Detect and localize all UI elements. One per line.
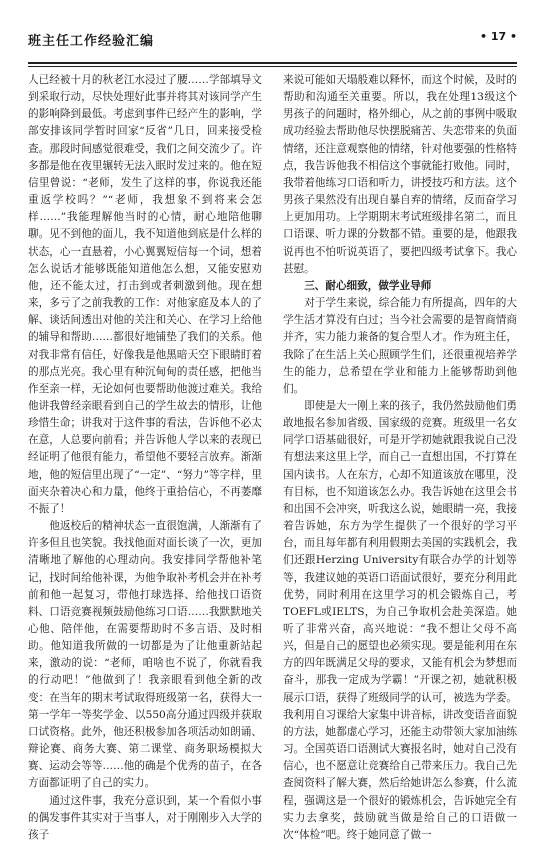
body-paragraph: 人已经被十月的秋老江水浸过了腰……学部填导文到采取行动，尽快处理好此事并将其对该同学产生的影响降到最低。考虑到事件已经产生的影响，学部安排该同学暂时回家“反省”几日，回来接受检查。那段时间感觉很难受，我们之间交流少了。许多都是他在夜里辗转无法入眠时发过来的。他在短信里曾说：“老师，发生了这样的事，你说我还能重返学校吗？”“老师，我想象不到将来会怎样……”我能理解他当时的心情，耐心地陪他聊聊。见不到他的面儿，我不知道他到底是什么样的状态，心一直悬着，小心翼翼短信每一个词，想着怎么说话才能够既能知道他怎么想，又能安慰劝他，还不能太过，打击到或者刺激到他。现在想来，多亏了之前我教的工作：对他家庭及本人的了解、谈话间透出对他的关注和关心、在学习上给他的辅导和帮助……都很好地铺垫了我们的关系。他对我非常有信任，好像我是他黑暗天空下眼睛盯着的那点光亮。我心里有种沉甸甸的责任感，把他当作至亲一样，无论如何也要帮助他渡过难关。我给他讲我曾经亲眼看到自己的学生故去的情形，让他珍惜生命；讲我对于这件事的看法，告诉他不必太在意，人总要向前看；并告诉他人学以来的表现已经证明了他很有能力，希望他不要轻言放弃。渐渐地，他的短信里出现了“一定”、“努力”等字样，里面夹杂着决心和力量，他终于重拾信心，不再萎靡不振了！ [28, 74, 262, 515]
left-column [28, 72, 262, 841]
journal-title: 班主任工作经验汇编 [28, 34, 155, 49]
page-number: • 17 • [479, 30, 517, 43]
page-header [28, 28, 517, 54]
header-rule-thick [28, 62, 517, 64]
body-paragraph: 即使是大一刚上来的孩子，我仍然鼓励他们勇敢地报名参加省级、国家级的竞赛。班级里一名女同学口语基础很好，可是开学初她就跟我说自己没有想法来这里上学，而自己一直想出国，不打算在国内读书。人在东方，心却不知道该放在哪里，没有目标，也不知道该怎么办。我告诉她在这里会书和出国不会冲突，听我这么说，她眼睛一亮，我接着告诉她，东方为学生提供了一个很好的学习平台，而且每年都有利用假期去美国的实践机会，我们还跟Herzing University有联合办学的计划等等，我建议她的英语口语面试很好，要充分利用此优势，同时利用在这里学习的机会锻炼自己，考TOEFL或IELTS，为自己争取机会赴美深造。她听了非常兴奋，高兴地说：“我不想让父母不高兴，但是自己的愿望也必须实现。要是能利用在东方的四年既满足父母的要求，又能有机会为梦想而奋斗，那我一定成为学霸！”开课之初，她就积极展示口语，获得了班级同学的认可，被选为学委。我利用自习课给大家集中讲音标，讲改变语音面貌的方法，她都虚心学习，还能主动带领大家加油练习。全国英语口语测试大赛报名时，她对自己没有信心，也不愿意让竞赛给自己带来压力。我自己先查阅资料了解大赛，然后给她讲怎么参赛，什么流程，强调这是一个很好的锻炼机会，告诉她完全有实力去拿奖，鼓励就当做是给自己的口语做一次“体检”吧。终于她同意了做一 [283, 399, 517, 841]
body-paragraph: 他返校后的精神状态一直很饱满，人渐渐有了许多但且也笑貌。我找他面对面长谈了一次，更加清晰地了解他的心理动向。我安排同学帮他补笔记，找时间给他补课，为他争取补考机会并在补考前和他一起复习，带他打球选择、给他找口语资料、口语竞赛视频鼓励他练习口语……我默默地关心他、陪伴他，在需要帮助时不多言语、及时相助。他知道我所做的一切都是为了让他重新站起来，激动的说：“老师，咱啥也不说了，你就看我的行动吧！”他做到了！我亲眼看到他全新的改变：在当年的期末考试取得班级第一名，获得大一第一学年一等奖学金、以550高分通过四级并获取口试资格。此外，他还积极参加各项活动如朗诵、辩论赛、商务大赛、第二课堂、商务职场模拟大赛、运动会等等……他的确是个优秀的苗子，在各方面都证明了自己的实力。 [28, 520, 262, 790]
body-paragraph: 通过这件事，我充分意识到，某一个看似小事的偶发事件其实对于当事人，对于刚刚步入大学的孩子 [28, 794, 262, 841]
header-rule-thin [28, 66, 517, 67]
right-column [283, 72, 517, 841]
section-heading: 三、耐心细致，做学业导师 [304, 279, 432, 292]
body-paragraph: 对于学生来说，综合能力有所提高，四年的大学生活才算没有白过；当今社会需要的是智商情商并齐，实力能力兼备的复合型人才。作为班主任，我除了在生活上关心照顾学生们，还很重视培养学生的能力，总希望在学业和能力上能够帮助到他们。 [283, 297, 517, 395]
body-paragraph: 来说可能如天塌般难以释怀，而这个时候，及时的帮助和沟通至关重要。所以，我在处理13级这个男孩子的问题时，格外细心，从之前的事例中吸取成功经验去帮助他尽快摆脱痛苦、失恋带来的负面情绪，还注意观察他的情绪，针对他要强的性格特点，我告诉他我不相信这个事就能打败他。同时，我带着他练习口语和听力，讲授技巧和方法。这个男孩子果然没有出现自暴自弃的情绪，反而奋学习上更加用功。上学期期末考试班级排名第二，而且口语课、听力课的分数都不错。重要的是，他跟我说再也不怕听说英语了，要把四级考试拿下。我心甚慰。 [283, 74, 517, 275]
